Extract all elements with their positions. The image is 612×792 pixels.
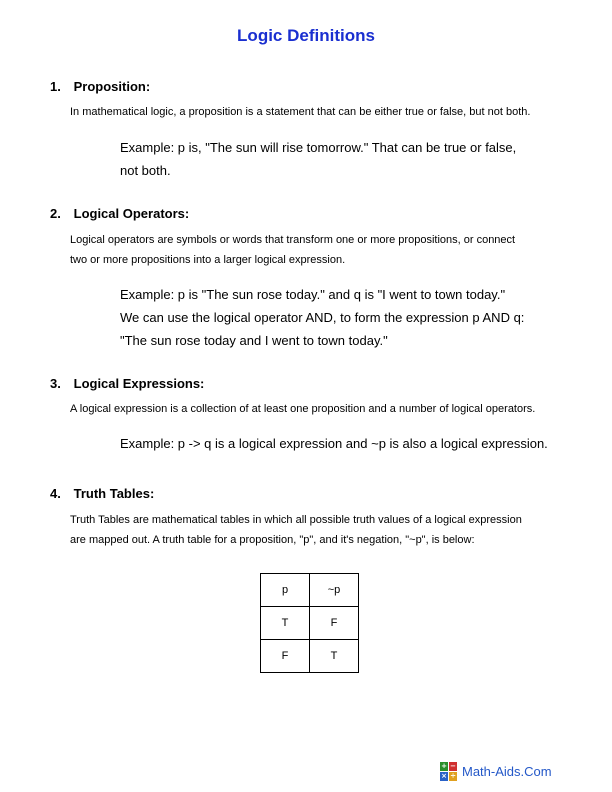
page-title: Logic Definitions bbox=[237, 26, 375, 45]
section-1-heading bbox=[50, 79, 150, 94]
example-line: not both. bbox=[120, 163, 171, 178]
paragraph-line: Logical operators are symbols or words that transform one or more propositions, or connect bbox=[70, 234, 516, 246]
section-2-paragraph bbox=[70, 230, 590, 270]
section-1-title: Proposition: bbox=[73, 79, 151, 94]
logo-text[interactable]: Math-Aids.Com bbox=[462, 763, 552, 779]
paragraph-line: two or more propositions into a larger logical expression. bbox=[70, 254, 346, 266]
section-4-heading bbox=[50, 486, 154, 501]
section-1-number: 1. bbox=[50, 79, 61, 94]
section-2-number: 2. bbox=[50, 206, 61, 221]
truth-table bbox=[260, 573, 359, 673]
calculator-icon bbox=[440, 762, 456, 780]
section-2-heading bbox=[50, 206, 189, 221]
section-1-paragraph bbox=[70, 102, 590, 122]
times-glyph: × bbox=[441, 772, 447, 780]
section-4-title: Truth Tables: bbox=[73, 486, 155, 501]
table-header-cell: ~p bbox=[310, 574, 359, 607]
paragraph-line: In mathematical logic, a proposition is a statement that can be either true or false, but not both. bbox=[70, 106, 531, 118]
example-line: Example: p is "The sun rose today." and q is "I went to town today." bbox=[120, 287, 506, 302]
paragraph-line: Truth Tables are mathematical tables in which all possible truth values of a logical expression bbox=[70, 514, 522, 526]
section-3-heading bbox=[50, 376, 204, 391]
table-header-row bbox=[261, 574, 359, 607]
minus-glyph: − bbox=[450, 762, 456, 770]
table-row bbox=[261, 607, 359, 640]
section-2-example bbox=[120, 283, 524, 352]
paragraph-line: are mapped out. A truth table for a proposition, "p", and it's negation, "~p", is below: bbox=[70, 534, 475, 546]
section-4-number: 4. bbox=[50, 486, 61, 501]
divide-glyph: ÷ bbox=[450, 772, 456, 780]
table-cell: T bbox=[261, 607, 310, 640]
table-header-cell: p bbox=[261, 574, 310, 607]
example-line: Example: p -> q is a logical expression and ~p is also a logical expression. bbox=[120, 436, 548, 451]
paragraph-line: A logical expression is a collection of at least one proposition and a number of logical operators. bbox=[70, 403, 536, 415]
table-cell: F bbox=[310, 607, 359, 640]
table-cell: F bbox=[261, 640, 310, 673]
example-line: Example: p is, "The sun will rise tomorrow." That can be true or false, bbox=[120, 140, 517, 155]
section-3-example bbox=[120, 432, 548, 455]
table-row bbox=[261, 640, 359, 673]
section-3-paragraph bbox=[70, 399, 590, 419]
section-3-title: Logical Expressions: bbox=[73, 376, 205, 391]
section-1-example bbox=[120, 136, 516, 182]
footer-logo[interactable] bbox=[440, 760, 552, 782]
example-line: "The sun rose today and I went to town today." bbox=[120, 333, 388, 348]
section-4-paragraph bbox=[70, 510, 590, 550]
section-2-title: Logical Operators: bbox=[73, 206, 190, 221]
table-cell: T bbox=[310, 640, 359, 673]
plus-glyph: + bbox=[441, 762, 447, 770]
section-3-number: 3. bbox=[50, 376, 61, 391]
example-line: We can use the logical operator AND, to form the expression p AND q: bbox=[120, 310, 525, 325]
